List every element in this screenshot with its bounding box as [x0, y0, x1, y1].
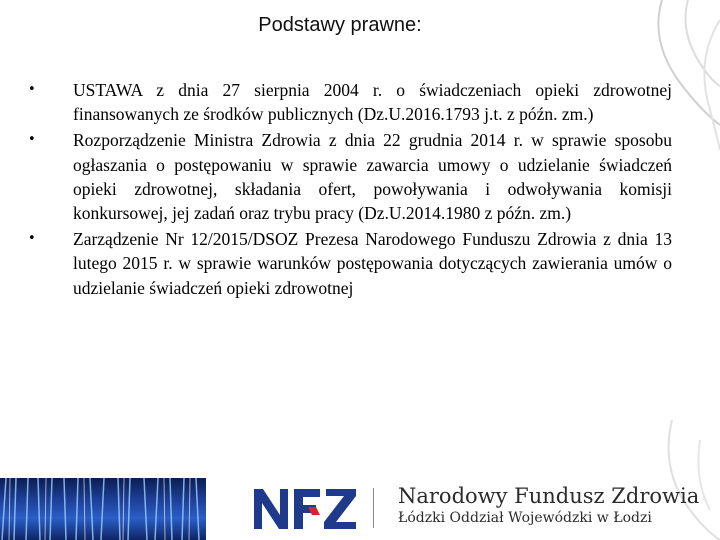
- list-item-text: Zarządzenie Nr 12/2015/DSOZ Prezesa Narodowego Funduszu Zdrowia z dnia 13 lutego 2015 r. w sprawie warunków postępowania dotyczących zawierania umów o udzielanie świadczeń opieki zdrowotnej: [73, 229, 672, 298]
- bullet: •: [28, 82, 36, 97]
- list-item-text: Rozporządzenie Ministra Zdrowia z dnia 22 grudnia 2014 r. w sprawie sposobu ogłaszania o postępowaniu w sprawie zawarcia umowy o udzielanie świadczeń opieki zdrowotnej, składania ofert, powoływania i odwoływania komisji konkursowej, jej zadań oraz trybu pracy (Dz.U.2014.1980 z późn. zm.): [73, 130, 672, 224]
- list-item: [28, 227, 672, 300]
- branch-name: Łódzki Oddział Wojewódzki w Łodzi: [398, 510, 652, 526]
- slide-title: Podstawy prawne:: [258, 14, 422, 36]
- decorative-streaks-image: [0, 478, 206, 540]
- list-item-text: USTAWA z dnia 27 sierpnia 2004 r. o świadczeniach opieki zdrowotnej finansowanych ze środków publicznych (Dz.U.2016.1793 j.t. z późn. zm.): [73, 80, 672, 125]
- logo-divider: [373, 488, 374, 528]
- bullet: •: [28, 132, 36, 148]
- legal-basis-list: [28, 78, 672, 302]
- list-item: [28, 128, 672, 225]
- list-item: [28, 78, 672, 126]
- light-streaks: [0, 478, 206, 540]
- org-name: Narodowy Fundusz Zdrowia: [398, 484, 700, 508]
- bullet: •: [28, 231, 36, 247]
